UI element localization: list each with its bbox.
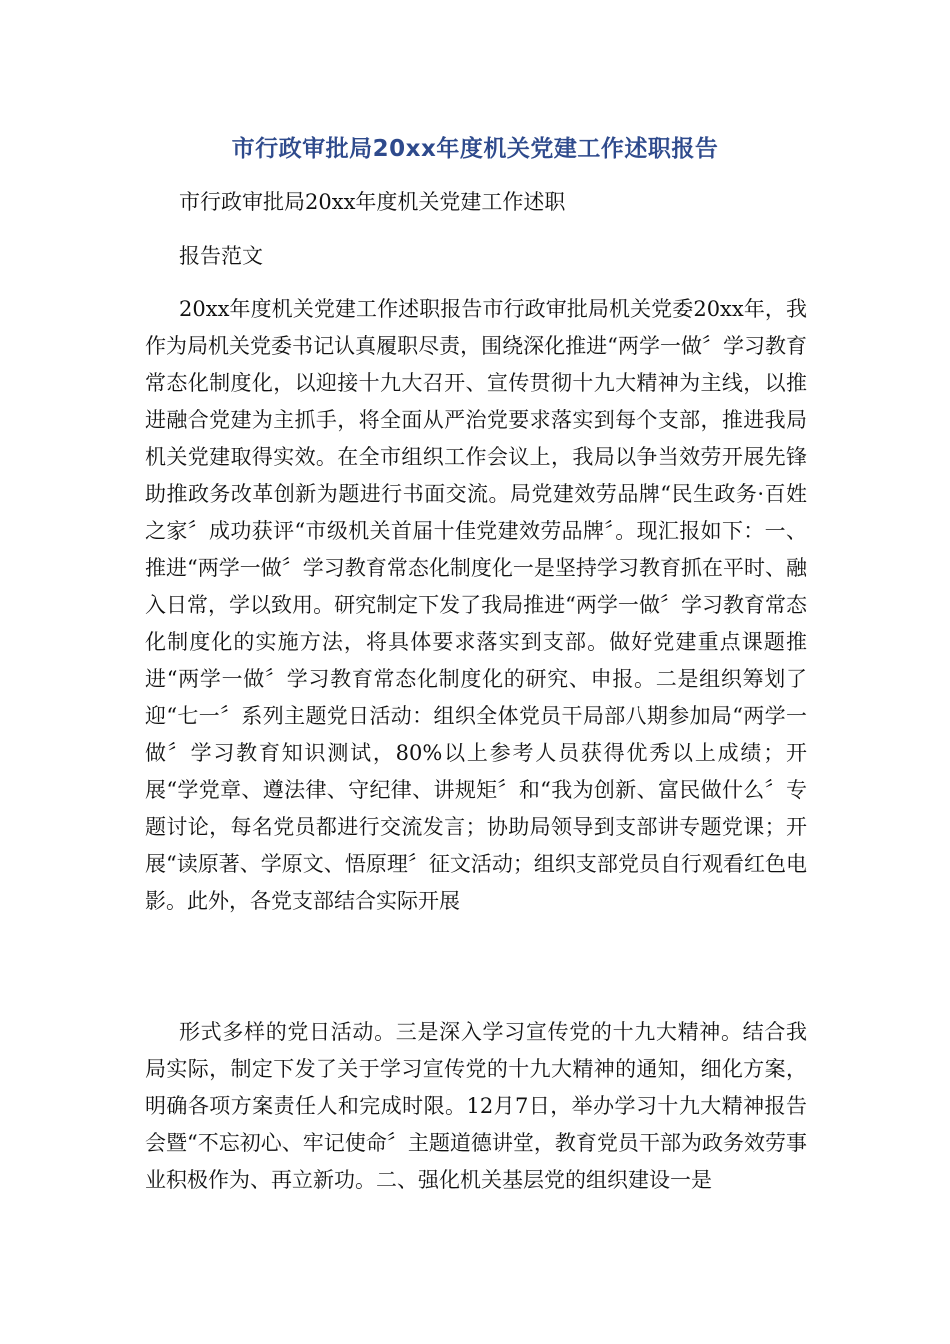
document-title: 市行政审批局20xx年度机关党建工作述职报告 xyxy=(231,136,719,162)
subtitle-line-1: 市行政审批局20xx年度机关党建工作述职 xyxy=(179,190,566,214)
body-paragraph-2: 形式多样的党日活动。三是深入学习宣传党的十九大精神。结合我局实际，制定下发了关于学习宣传党的十九大精神的通知，细化方案，明确各项方案责任人和完成时限。12月7日，举办学习十九大精神报告会暨“不忘初心、牢记使命〞主题道德讲堂，教育党员干部为政务效劳事业积极作为、再立新功。二、强化机关基层党的组织建设一是 xyxy=(145,1020,807,1192)
body-paragraph-1: 20xx年度机关党建工作述职报告市行政审批局机关党委20xx年，我作为局机关党委书记认真履职尽责，围绕深化推进“两学一做〞学习教育常态化制度化，以迎接十九大召开、宣传贯彻十九大精神为主线，以推进融合党建为主抓手，将全面从严治党要求落实到每个支部，推进我局机关党建取得实效。在全市组织工作会议上，我局以争当效劳开展先锋助推政务改革创新为题进行书面交流。局党建效劳品牌“民生政务·百姓之家〞成功获评“市级机关首届十佳党建效劳品牌〞。现汇报如下：一、推进“两学一做〞学习教育常态化制度化一是坚持学习教育抓在平时、融入日常，学以致用。研究制定下发了我局推进“两学一做〞学习教育常态化制度化的实施方法，将具体要求落实到支部。做好党建重点课题推进“两学一做〞学习教育常态化制度化的研究、申报。二是组织筹划了迎“七一〞系列主题党日活动：组织全体党员干局部八期参加局“两学一做〞学习教育知识测试，80%以上参考人员获得优秀以上成绩；开展“学党章、遵法律、守纪律、讲规矩〞和“我为创新、富民做什么〞专题讨论，每名党员都进行交流发言；协助局领导到支部讲专题党课；开展“读原著、学原文、悟原理〞征文活动；组织支部党员自行观看红色电影。此外，各党支部结合实际开展 xyxy=(145,297,807,913)
subtitle-line-2: 报告范文 xyxy=(179,244,263,268)
